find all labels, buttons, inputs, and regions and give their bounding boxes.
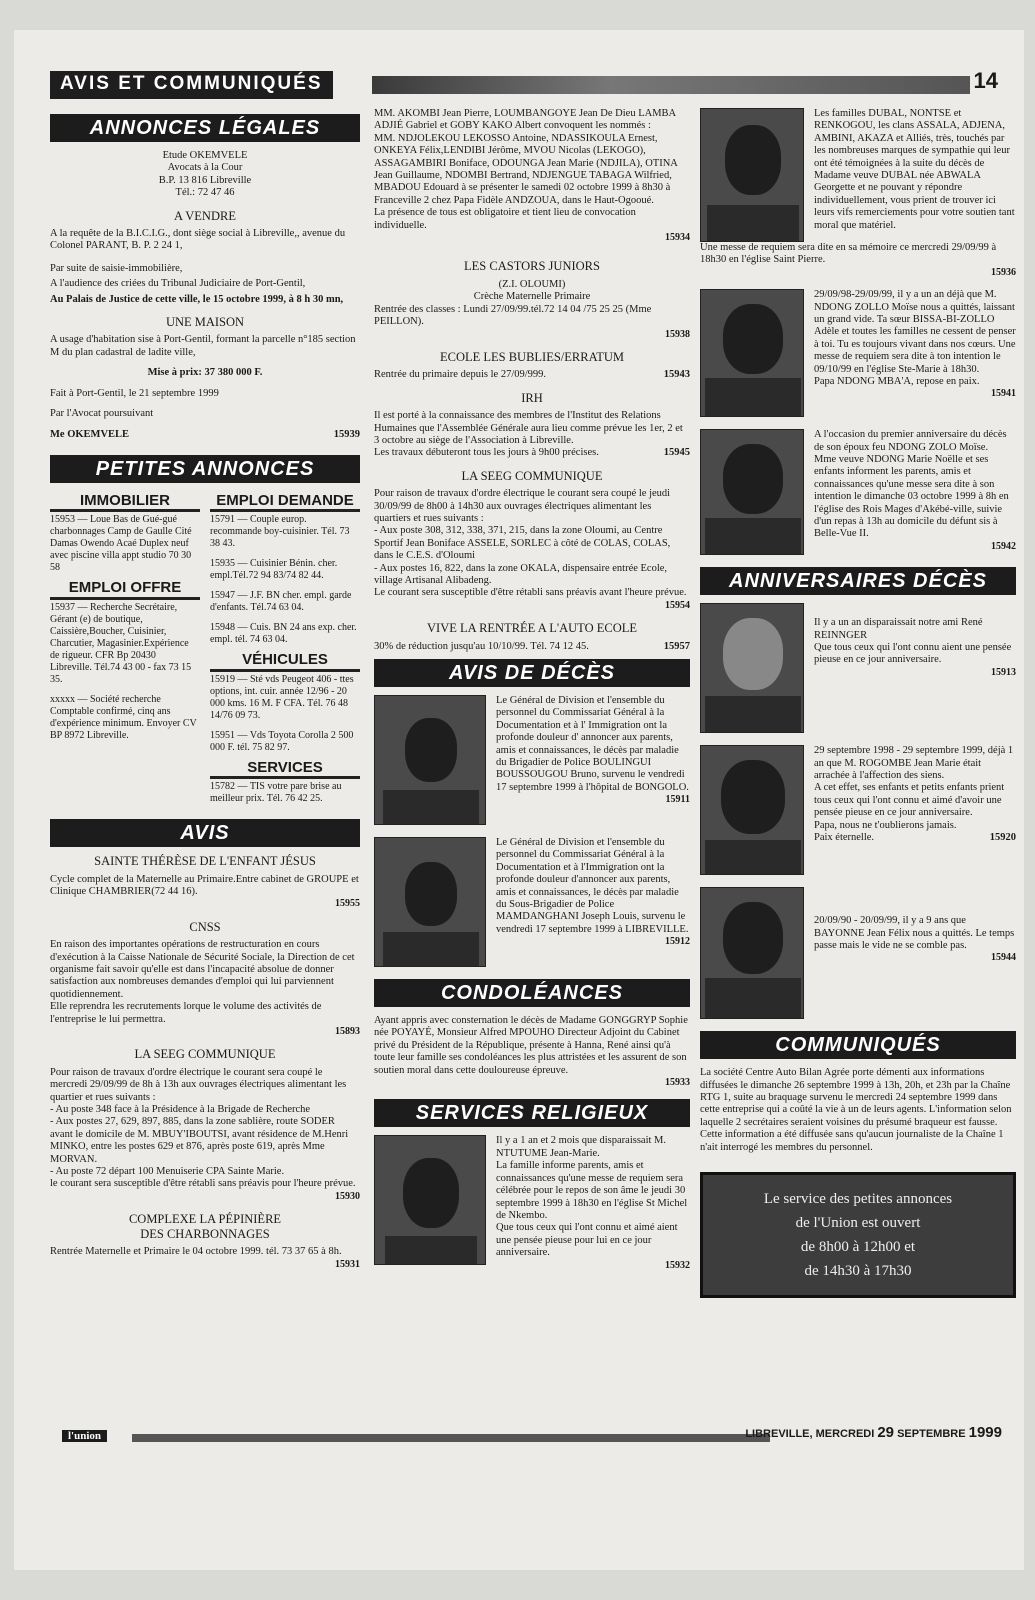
notice-text: Cycle complet de la Maternelle au Primaire.Entre cabinet de GROUPE et Clinique CHAMBRIER(72 44 16). [50, 873, 359, 897]
notice-text: Le courant sera susceptible d'être rétabli sans préavis avant l'heure prévue. [374, 587, 687, 599]
mise-a-prix: Mise à prix: 37 380 000 F. [147, 367, 263, 379]
column-left [50, 108, 360, 1271]
obituary [374, 837, 690, 967]
seeg-heading: LA SEEG COMMUNIQUE [134, 1047, 276, 1062]
obituary [700, 603, 1016, 733]
notice-text: - Au poste 348 face à la Présidence à la Brigade de Recherche [50, 1104, 311, 1116]
column-middle [374, 108, 690, 1284]
obituary-text [814, 745, 1016, 875]
legal-paragraph: Par l'Avocat poursuivant [50, 408, 154, 420]
anniversaires-title: ANNIVERSAIRES DÉCÈS [700, 567, 1016, 595]
notice-text: 30% de réduction jusqu'au 10/10/99. Tél. 74 12 45. [374, 640, 589, 652]
deces-title: AVIS DE DÉCÈS [374, 659, 690, 687]
legal-paragraph: A la requête de la B.I.C.I.G., dont siège social à Libreville,, avenue du Colonel PARANT, B. P. 2 24 1, [50, 228, 346, 252]
obituary-text [814, 429, 1016, 555]
ref-number: 15954 [665, 599, 690, 611]
ref-number: 15957 [663, 640, 690, 652]
ref-number: 15911 [665, 794, 690, 806]
obituary [700, 745, 1016, 875]
date-prefix: LIBREVILLE, MERCREDI [745, 1428, 875, 1440]
classified-ad: 15782 — TIS votre pare brise au meilleur prix. Tél. 76 42 25. [210, 781, 342, 805]
notice-text: Papa, nous ne t'oublierons jamais. [814, 819, 957, 831]
ref-number: 15930 [335, 1190, 360, 1202]
obituary [700, 429, 1016, 555]
ref-number: 15932 [665, 1259, 690, 1271]
ref-number: 15955 [335, 898, 360, 910]
portrait-photo [374, 1135, 486, 1265]
ref-number: 15936 [991, 266, 1016, 278]
pepiniere-heading: COMPLEXE LA PÉPINIÈRE [128, 1212, 282, 1227]
ref-number: 15893 [335, 1026, 360, 1037]
classifieds-right [210, 491, 360, 813]
ref-number: 15913 [991, 666, 1016, 678]
notice-text: Les familles DUBAL, NONTSE et RENKOGOU, les clans ASSALA, ADJENA, AMBINI, AKAZA et Alliés, très, touchés par les nombreuses marques de sympathie qui leur ont été témoignées à la suite du décès de Madame veuve DUBAL née ABWALA Georgette et ne pouvant y répondre individuellement, vous prient de trouver ici leurs vifs remerciements pour votre soutien tant moral que matériel. [814, 108, 1015, 231]
notice-text: - Au poste 72 départ 100 Menuiserie CPA Sainte Marie. [50, 1166, 285, 1178]
therese-heading: SAINTE THÉRÈSE DE L'ENFANT JÉSUS [94, 854, 316, 869]
cnss-heading: CNSS [189, 919, 221, 934]
ref-number: 15945 [663, 447, 690, 459]
castors-sub: Crèche Maternelle Primaire [473, 291, 591, 303]
castors-heading: LES CASTORS JUNIORS [464, 259, 600, 274]
ref-number: 15920 [989, 832, 1016, 844]
notice-text: Il y a 1 an et 2 mois que disparaissait M. NTUTUME Jean-Marie. [496, 1135, 667, 1159]
notice-text: Il y a un an disparaissait notre ami René REINNGER [814, 617, 983, 641]
notice-text: Les travaux débuteront tous les jours à 9h00 précises. [374, 447, 599, 459]
ref-number: 15938 [665, 328, 690, 340]
date-month: SEPTEMBRE [897, 1428, 966, 1440]
classified-ad: 15948 — Cuis. BN 24 ans exp. cher. empl. tél. 74 63 04. [210, 622, 357, 646]
notice-text: le courant sera susceptible d'être rétabli sans préavis pour l'heure prévue. [50, 1178, 356, 1190]
box-line: Le service des petites annonces [763, 1191, 953, 1208]
classified-ad: 15919 — Sté vds Peugeot 406 - ttes options, int. cuir. année 12/96 - 20 000 kms. 16 M. F CFA. Tél. 76 48 14/76 09 73. [210, 673, 354, 721]
notice-text: Paix éternelle. [814, 832, 875, 844]
notice-text: A cet effet, ses enfants et petits enfants prient tous ceux qui l'ont connu et aimé d'avoir une pensée pieuse en ce jour anniversaire. [814, 782, 1005, 819]
notice-text: - Aux postes 27, 629, 897, 885, dans la zone sablière, route SODER avant le domicile de M. MBUY'IBOUTSI, avant résidence de M.Henri MINKO, entre les postes 629 et 876, après poste 619, après Mme MORVAN. [50, 1116, 349, 1165]
notice-text: Mme veuve NDONG Marie Noëlle et ses enfants informent les parents, amis et connaissances qu'une messe sera dite à son intention le dimanche 03 octobre 1999 à 8h en l'église des Rois Mages d'Akébé-ville, suivie d'un repas à 13h au domicile du défunt sis à Belle-Vue II. [814, 454, 1009, 540]
notice-text: Le Général de Division et l'ensemble du personnel du Commissariat Général à la Documentation et à l' Immigration ont la profonde douleur d' annoncer aux parents, amis et connaissances, le décès par maladie du Brigadier de Police BOULINGUI BOUSSOUGOU Bruno, survenu le vendredi 17 septembre 1999 à l'hôpital de BONGOLO. [496, 695, 689, 793]
avis-title: AVIS [50, 819, 360, 847]
notice-text: Le Général de Division et l'ensemble du personnel du Commissariat Général à la Documentation et à l'Immigration ont la profonde douleur d'annoncer aux parents, amis et connaissances, le décès par maladie du Sous-Brigadier de Police MAMDANGHANI Joseph Louis, survenu le vendredi 17 septembre 1999 à LIBREVILLE. [496, 837, 689, 935]
obituary-text [496, 695, 690, 825]
bublies-row [374, 369, 690, 381]
notice-text: La société Centre Auto Bilan Agrée porte démenti aux informations diffusées le dimanche 26 septembre 1999 à 13h, 20h, et 23h par la Chaîne RTG 1, suite au braquage survenu le mercredi 24 septembre 1999 dans cette entreprise qui a coûté la vie à un de leurs agents. L'information selon laquelle 2 secrétaires seraient voisines du présumé braqueur est fausse. Cette information a été diffusée sans qu'aucun journaliste de la Chaîne 1 n'ait interrogé les membres du personnel. [700, 1067, 1012, 1153]
rogo-row [814, 832, 1016, 844]
notice-text: A l'occasion du premier anniversaire du décès de son époux feu NDONG ZOLO Moïse. [814, 429, 1007, 453]
etude-line: B.P. 13 816 Libreville [158, 174, 252, 186]
notice-text: - Aux postes 16, 822, dans la zone OKALA, dispensaire entrée Ecole, village Artisanal Alibadeng. [374, 562, 668, 586]
notice-text: MM. NDJOLEKOU LEKOSSO Antoine, NDASSIKOULA Ernest, ONKEYA Félix,LENDIBI Jérôme, MVOU Nicolas (LEKOGO), ASSAGAMBIRI Boniface, ODOUNGA Jean Marie (NDJILA), OTINA Jean Guillaume, NDOMBI Bertrand, NDJENGUE TABAGA Wilfried, MBADOU Edouard à se présenter le samedi 02 octobre 1999 à 8h30 à Franceville 2 chez Papa Fidèle ANDZOUA, dans le Haut-Ogooué. [374, 132, 678, 206]
classified-ad: 15953 — Loue Bas de Gué-gué charbonnages Camp de Gaulle Cité Damas Owendo Acaé Duplex neuf avec piscine villa appt studio 70 30 58 [50, 514, 192, 574]
portrait-photo [700, 429, 804, 555]
newspaper-logo: l'union [62, 1430, 107, 1442]
notice-text: Rentrée du primaire depuis le 27/09/999. [374, 369, 547, 381]
notice-text: Pour raison de travaux d'ordre électrique le courant sera coupé le jeudi 30/09/99 de 8h00 à 14h30 aux ouvrages électriques alimentant les quartiers et rues suivants : [374, 488, 671, 524]
etude-line: Tél.: 72 47 46 [175, 187, 235, 199]
portrait-photo [700, 745, 804, 875]
notice-text: Une messe de requiem sera dite en sa mémoire ce mercredi 29/09/99 à 18h30 en l'église Saint Pierre. [700, 242, 997, 266]
notice-text: 20/09/90 - 20/09/99, il y a 9 ans que BAYONNE Jean Félix nous a quittés. Le temps passe mais le vide ne se comble pas. [814, 915, 1015, 952]
box-line: de 8h00 à 12h00 et [800, 1239, 916, 1256]
etude-line: Avocats à la Cour [167, 162, 243, 174]
obituary [374, 695, 690, 825]
notice-text: Pour raison de travaux d'ordre électrique le courant sera coupé le mercredi 29/09/99 de 8h à 13h aux ouvrages électriques alimentant les quartier et rues suivants : [50, 1066, 347, 1103]
classifieds-left [50, 491, 200, 813]
legal-paragraph: Par suite de saisie-immobilière, [50, 262, 183, 274]
obituary-text [814, 603, 1016, 733]
classified-ad: xxxxx — Société recherche Comptable confirmé, cinq ans d'expérience minimum. Envoyer CV BP 8972 Libreville. [50, 693, 197, 741]
notice-text: En raison des importantes opérations de restructuration en cours d'exécution à la Caisse Nationale de Sécurité Sociale, la Direction de cet organisme fait savoir qu'elle est dans l'incapacité absolue de donner satisfaction aux nombreuses demandes d'emploi qui lui parviennent quotidiennement. [50, 939, 355, 1000]
notice-text: Que tous ceux qui l'ont connu aient une pensée pieuse en ce jour anniversaire. [814, 642, 1012, 666]
portrait-photo [700, 108, 804, 242]
issue-date [745, 1424, 1002, 1441]
classified-ad: 15951 — Vds Toyota Corolla 2 500 000 F. tél. 75 82 97. [210, 729, 354, 753]
classified-ad: 15935 — Cuisinier Bénin. cher. empl.Tél.72 94 83/74 82 44. [210, 558, 338, 582]
column-right [700, 108, 1016, 1298]
ref-number: 15939 [333, 428, 360, 440]
irh-heading: IRH [521, 390, 543, 405]
notice-text: Rentrée Maternelle et Primaire le 04 octobre 1999. tél. 73 37 65 à 8h. [50, 1246, 342, 1258]
ref-number: 15934 [665, 232, 690, 244]
pepiniere-heading: DES CHARBONNAGES [140, 1226, 270, 1241]
obituary [700, 289, 1016, 417]
signature: Me OKEMVELE [50, 428, 130, 440]
notice-text: Elle reprendra les recrutements lorque le volume des activités de l'entreprise le lui permettra. [50, 1001, 322, 1025]
notice-text: Que tous ceux qui l'ont connu et aimé aient une pensée pieuse pour lui en ce jour anniversaire. [496, 1222, 678, 1259]
classifieds [50, 491, 360, 813]
notice-text: - Aux poste 308, 312, 338, 371, 215, dans la zone Oloumi, au Centre Sportif Jean Boniface ASSELE, SORLEC à côté de COLAS, COLAS, dans le C.E.S. d'Oloumi [374, 525, 671, 562]
auto-row [374, 641, 690, 653]
petites-title: PETITES ANNONCES [50, 455, 360, 483]
obituary-text [814, 887, 1016, 1019]
obituary [700, 108, 1016, 242]
emploi-offre-heading: EMPLOI OFFRE [50, 582, 200, 599]
obituary [374, 1135, 690, 1271]
etude-name: Etude OKEMVELE [162, 150, 248, 161]
ref-number: 15933 [665, 1077, 690, 1089]
footer-strip [132, 1434, 770, 1442]
auto-ecole-heading: VIVE LA RENTRÉE A L'AUTO ECOLE [427, 621, 637, 636]
seeg-heading: LA SEEG COMMUNIQUE [461, 468, 603, 483]
legal-paragraph: A usage d'habitation sise à Port-Gentil, formant la parcelle n°185 section M du plan cadastral de ladite ville, [50, 334, 356, 358]
legales-title: ANNONCES LÉGALES [50, 114, 360, 142]
emploi-demande-heading: EMPLOI DEMANDE [210, 495, 360, 512]
etude-block [50, 150, 360, 200]
immobilier-heading: IMMOBILIER [50, 495, 200, 512]
date-year: 1999 [968, 1424, 1002, 1441]
legal-paragraph: A l'audience des criées du Tribunal Judiciaire de Port-Gentil, [50, 278, 306, 290]
notice-text: Papa NDONG MBA'A, repose en paix. [814, 376, 980, 388]
maison-heading: UNE MAISON [165, 315, 245, 330]
castors-sub: (Z.I. OLOUMI) [498, 278, 566, 290]
portrait-photo [700, 289, 804, 417]
portrait-photo [374, 837, 486, 967]
services-heading: SERVICES [210, 762, 360, 779]
irh-row [374, 447, 690, 459]
notice-text: 29 septembre 1998 - 29 septembre 1999, déjà 1 an que M. ROGOMBE Jean Marie était arrachée à l'affection des siens. [814, 745, 1014, 782]
notice-text: Rentrée des classes : Lundi 27/09/99.tél.72 14 04 /75 25 25 (Mme PEILLON). [374, 303, 652, 328]
communiques-title: COMMUNIQUÉS [700, 1031, 1016, 1059]
portrait-photo [700, 603, 804, 733]
section-header [42, 70, 1000, 100]
ref-number: 15944 [991, 952, 1016, 964]
classified-ad: 15937 — Recherche Secrétaire, Gérant (e) de boutique, Caissière,Boucher, Cuisinier, Charcutier, Magasinier.Expérience de rigueur. CFR Bp 20430 Libreville. Tél.74 43 00 - fax 73 15 35. [50, 601, 192, 685]
notice-text: MM. AKOMBI Jean Pierre, LOUMBANGOYE Jean De Dieu LAMBA ADJIÉ Gabriel et GOBY KAKO Albert convoquent les nommés : [374, 108, 676, 132]
bublies-heading: ECOLE LES BUBLIES/ERRATUM [439, 349, 625, 364]
classified-ad: 15947 — J.F. BN cher. empl. garde d'enfants. Tél.74 63 04. [210, 590, 352, 614]
condoleances-title: CONDOLÉANCES [374, 979, 690, 1007]
obituary [700, 887, 1016, 1019]
ref-number: 15931 [335, 1258, 360, 1270]
ref-number: 15943 [663, 369, 690, 381]
legal-paragraph: Fait à Port-Gentil, le 21 septembre 1999 [50, 387, 219, 399]
religieux-title: SERVICES RELIGIEUX [374, 1099, 690, 1127]
vehicules-heading: VÉHICULES [210, 654, 360, 671]
notice-text: 29/09/98-29/09/99, il y a un an déjà que M. NDONG ZOLLO Moïse nous a quittés, laissant un grand vide. Ta sœur BISSA-BI-ZOLLO Adèle et toutes les familles ne cessent de penser à toi. Tu es toujours vivant dans nos cœurs. Une messe de requiem sera dite à ton intention le 09/10/99 en l'église Ste-Marie à 18h30. [814, 289, 1016, 375]
obituary-text [496, 1135, 690, 1271]
notice-text: La famille informe parents, amis et connaissances qu'une messe de requiem sera célébrée pour le repos de son âme le jeudi 30 septembre 1999 à 18h30 en l'église St Michel de Nkembo. [496, 1160, 688, 1221]
box-line: de l'Union est ouvert [795, 1215, 921, 1232]
page-footer [42, 1424, 1010, 1444]
notice-text: Il est porté à la connaissance des membres de l'Institut des Relations Humaines que l'Assemblée Générale aura lieu comme prévue les 1er, 2 et 3 octobre au siège de l'Association à Libreville. [374, 410, 683, 446]
box-line: de 14h30 à 17h30 [804, 1263, 912, 1280]
ref-number: 15942 [991, 540, 1016, 552]
header-band [372, 76, 970, 94]
service-hours-box [700, 1172, 1016, 1298]
a-vendre-heading: A VENDRE [174, 208, 236, 223]
obituary-text [496, 837, 690, 967]
ref-number: 15912 [665, 936, 690, 948]
notice-text: Ayant appris avec consternation le décès de Madame GONGGRYP Sophie née POYAYÉ, Monsieur Alfred MPOUHO Directeur Adjoint du Cabinet privé du Président de la République, présente à Hanna, René ainsi qu'à toute leur famille ses condoléances les plus attristées et les assurent de son soutien moral dans cette douloureuse épreuve. [374, 1015, 688, 1076]
signature-row [50, 429, 360, 441]
notice-text: La présence de tous est obligatoire et tient lieu de convocation individuelle. [374, 207, 636, 231]
portrait-photo [700, 887, 804, 1019]
page-number: 14 [973, 68, 998, 93]
section-title: AVIS ET COMMUNIQUÉS [50, 71, 333, 99]
obituary-text [814, 289, 1016, 417]
portrait-photo [374, 695, 486, 825]
date-day: 29 [877, 1424, 895, 1441]
classified-ad: 15791 — Couple europ. recommande boy-cuisinier. Tél. 73 38 43. [210, 514, 350, 550]
ref-number: 15941 [991, 388, 1016, 400]
legal-paragraph: Au Palais de Justice de cette ville, le 15 octobre 1999, à 8 h 30 mn, [50, 293, 344, 305]
